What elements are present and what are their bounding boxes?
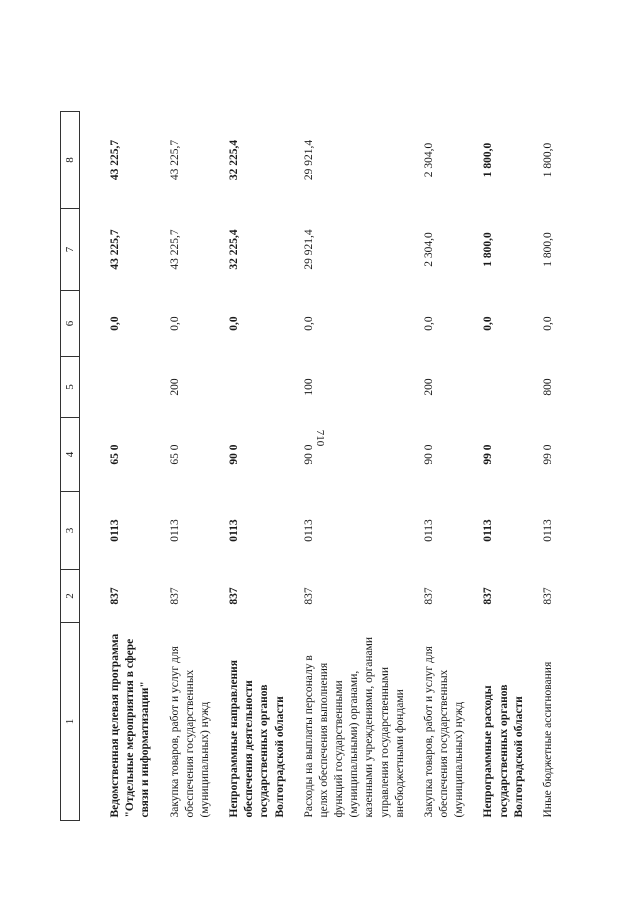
column-number-row xyxy=(61,112,80,821)
cell-col7: 1 800,0 xyxy=(541,232,554,267)
cell-ministry: 837 xyxy=(302,587,315,605)
column-number: 2 xyxy=(61,570,80,623)
row-name: Расходы на выплаты персоналу в целях обеспечения выполнения функций государственными (муниципальными) органами, казенными учреждениями, органами управления государственными внебюджетными фондами xyxy=(302,636,406,818)
cell-ministry: 837 xyxy=(168,587,181,605)
table-row xyxy=(164,112,224,821)
cell-target-article: 65 0 xyxy=(109,444,121,465)
table-row xyxy=(418,112,478,821)
row-name: Непрограммные направления обеспечения деятельности государственных органов Волгоградской области xyxy=(228,659,286,818)
cell-target-article: 65 0 xyxy=(168,444,181,465)
cell-col6: 0,0 xyxy=(541,316,554,331)
cell-col8: 1 800,0 xyxy=(541,142,554,178)
cell-col6: 0,0 xyxy=(302,316,315,331)
column-number: 4 xyxy=(61,418,80,492)
column-number: 3 xyxy=(61,492,80,570)
table-row xyxy=(298,112,418,821)
cell-expense-type: 800 xyxy=(541,378,554,396)
table-row xyxy=(223,112,298,821)
page-number: 710 xyxy=(314,429,326,447)
cell-col6: 0,0 xyxy=(228,316,241,331)
table-row xyxy=(537,112,566,821)
cell-ministry: 837 xyxy=(422,587,435,605)
cell-section: 0113 xyxy=(541,519,554,542)
column-number: 8 xyxy=(61,112,80,209)
cell-col8: 29 921,4 xyxy=(302,139,315,181)
cell-expense-type xyxy=(477,357,537,418)
cell-section: 0113 xyxy=(482,519,495,542)
column-number: 6 xyxy=(61,291,80,357)
column-number: 1 xyxy=(61,623,80,821)
budget-table xyxy=(60,111,566,821)
table-row xyxy=(477,112,537,821)
cell-section: 0113 xyxy=(422,519,435,542)
cell-section: 0113 xyxy=(168,519,181,542)
cell-col7: 43 225,7 xyxy=(168,229,181,270)
cell-section: 0113 xyxy=(302,519,315,542)
row-name: Ведомственная целевая программа "Отдельные мероприятия в сфере связи и информатизации" xyxy=(109,633,152,818)
column-number: 7 xyxy=(61,209,80,291)
cell-col8: 32 225,4 xyxy=(228,139,241,181)
column-number: 5 xyxy=(61,357,80,418)
row-name: Иные бюджетные ассигнования xyxy=(541,661,554,818)
cell-col6: 0,0 xyxy=(482,316,495,331)
cell-expense-type xyxy=(223,357,298,418)
cell-expense-type: 200 xyxy=(422,378,435,396)
cell-col7: 43 225,7 xyxy=(109,229,121,270)
row-name: Закупка товаров, работ и услуг для обеспечения государственных (муниципальных) нужд xyxy=(168,646,211,818)
cell-target-article: 90 0 xyxy=(228,444,241,465)
cell-col6: 0,0 xyxy=(422,316,435,331)
cell-section: 0113 xyxy=(228,519,241,542)
cell-expense-type: 200 xyxy=(168,378,181,396)
cell-expense-type: 100 xyxy=(302,378,315,396)
cell-ministry: 837 xyxy=(541,587,554,605)
row-name: Закупка товаров, работ и услуг для обеспечения государственных (муниципальных) нужд xyxy=(422,646,466,818)
cell-ministry: 837 xyxy=(228,587,241,605)
cell-col8: 1 800,0 xyxy=(482,142,495,178)
cell-col6: 0,0 xyxy=(109,316,121,331)
table-row xyxy=(104,112,164,821)
cell-col7: 1 800,0 xyxy=(482,232,495,267)
cell-col7: 29 921,4 xyxy=(302,229,315,270)
cell-target-article: 90 0 xyxy=(422,444,435,465)
cell-col7: 2 304,0 xyxy=(422,232,435,267)
cell-col6: 0,0 xyxy=(168,316,181,331)
cell-target-article: 90 0 xyxy=(302,444,315,465)
spacer-row xyxy=(80,112,105,821)
cell-col7: 32 225,4 xyxy=(228,229,241,270)
cell-target-article: 99 0 xyxy=(482,444,495,465)
cell-section: 0113 xyxy=(109,519,121,542)
cell-col8: 2 304,0 xyxy=(422,142,435,178)
cell-col8: 43 225,7 xyxy=(109,139,121,181)
cell-col8: 43 225,7 xyxy=(168,139,181,181)
cell-ministry: 837 xyxy=(109,587,121,605)
cell-target-article: 99 0 xyxy=(541,444,554,465)
cell-ministry: 837 xyxy=(482,587,495,605)
cell-expense-type xyxy=(104,357,164,418)
row-name: Непрограммные расходы государственных органов Волгоградской области xyxy=(482,684,525,818)
